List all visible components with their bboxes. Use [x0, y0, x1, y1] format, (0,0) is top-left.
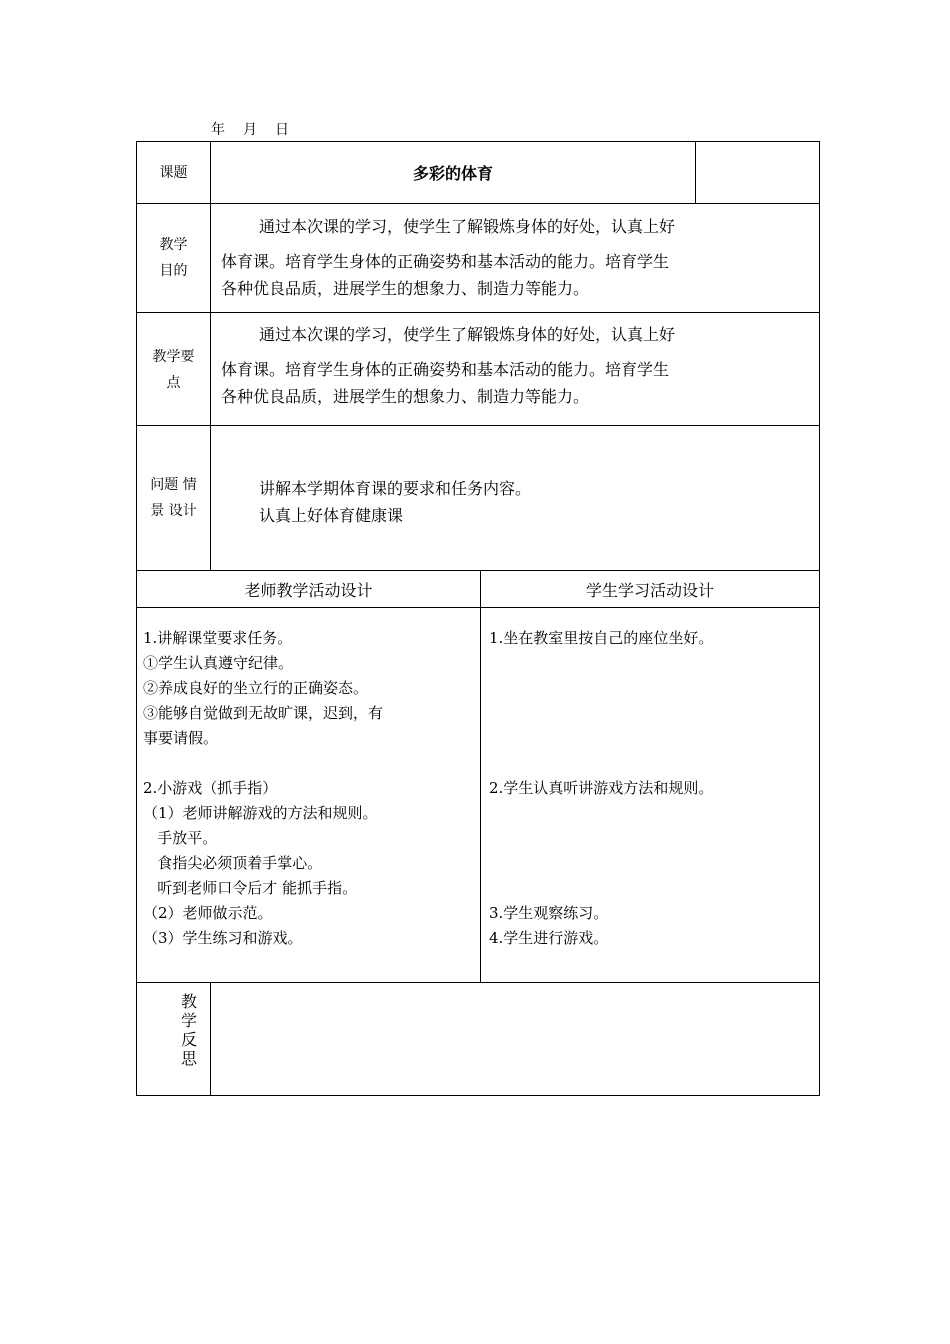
reflection-label — [178, 992, 200, 1068]
keypoints-label-line-1: 教学要 — [152, 349, 195, 365]
objective-label-line-1: 教学 — [159, 237, 188, 253]
topic-extra-cell — [696, 142, 819, 203]
keypoints-line-1: 通过本次课的学习，使学生了解锻炼身体的好处，认真上好 — [259, 325, 676, 344]
teacher-line: 1.讲解课堂要求任务。 — [143, 629, 293, 647]
year-label: 年 — [211, 122, 225, 138]
teacher-line: 食指尖必须顶着手掌心。 — [143, 854, 323, 872]
topic-title: 多彩的体育 — [412, 164, 493, 183]
scenario-line-1: 讲解本学期体育课的要求和任务内容。 — [259, 479, 532, 498]
reflection-char: 学 — [180, 1011, 197, 1030]
student-activity-header: 学生学习活动设计 — [585, 581, 714, 600]
teacher-activity-header: 老师教学活动设计 — [244, 581, 373, 600]
teacher-activity-list — [143, 626, 478, 951]
teacher-line: ②养成良好的坐立行的正确姿态。 — [143, 679, 369, 697]
teacher-line: 手放平。 — [143, 829, 218, 847]
reflection-char: 教 — [180, 992, 197, 1011]
reflection-content — [211, 983, 819, 1095]
objective-line-2: 体育课。培育学生身体的正确姿势和基本活动的能力。培育学生 — [221, 252, 670, 271]
scenario-text — [259, 475, 779, 529]
scenario-label — [137, 472, 210, 524]
reflection-char: 反 — [180, 1030, 197, 1049]
teacher-line: （1）老师讲解游戏的方法和规则。 — [143, 804, 378, 822]
keypoints-line-2: 体育课。培育学生身体的正确姿势和基本活动的能力。培育学生 — [221, 360, 670, 379]
teacher-line: （2）老师做示范。 — [143, 904, 273, 922]
scenario-label-line-1: 问题 情 — [150, 477, 197, 493]
teacher-line: （3）学生练习和游戏。 — [143, 929, 303, 947]
teacher-line: ③能够自觉做到无故旷课，迟到，有 — [143, 704, 384, 722]
student-item-3: 3.学生观察练习。 — [489, 904, 609, 922]
objective-line-1: 通过本次课的学习，使学生了解锻炼身体的好处，认真上好 — [259, 217, 676, 236]
teacher-line — [143, 751, 478, 776]
objective-label-line-2: 目的 — [159, 263, 188, 279]
student-item-2: 2.学生认真听讲游戏方法和规则。 — [489, 779, 714, 797]
month-label: 月 — [243, 122, 257, 138]
student-item-1: 1.坐在教室里按自己的座位坐好。 — [489, 629, 714, 647]
keypoints-line-3: 各种优良品质，进展学生的想象力、制造力等能力。 — [221, 387, 590, 406]
keypoints-label-line-2: 点 — [166, 375, 181, 391]
scenario-line-2: 认真上好体育健康课 — [259, 506, 404, 525]
reflection-char: 思 — [180, 1049, 197, 1068]
keypoints-label — [137, 344, 210, 396]
objective-label — [137, 232, 210, 284]
date-line — [211, 119, 289, 139]
teacher-line: ①学生认真遵守纪律。 — [143, 654, 294, 672]
scenario-label-line-2: 景 设计 — [150, 503, 197, 519]
keypoints-text — [221, 318, 781, 405]
teacher-line: 2.小游戏（抓手指） — [143, 779, 278, 797]
student-item-4: 4.学生进行游戏。 — [489, 929, 609, 947]
teacher-line: 听到老师口令后才 能抓手指。 — [143, 879, 358, 897]
teacher-line: 事要请假。 — [143, 729, 219, 747]
lesson-plan-table — [136, 141, 820, 1096]
objective-line-3: 各种优良品质，进展学生的想象力、制造力等能力。 — [221, 279, 590, 298]
day-label: 日 — [275, 122, 289, 138]
topic-label: 课题 — [159, 165, 188, 181]
objective-text — [221, 210, 781, 297]
